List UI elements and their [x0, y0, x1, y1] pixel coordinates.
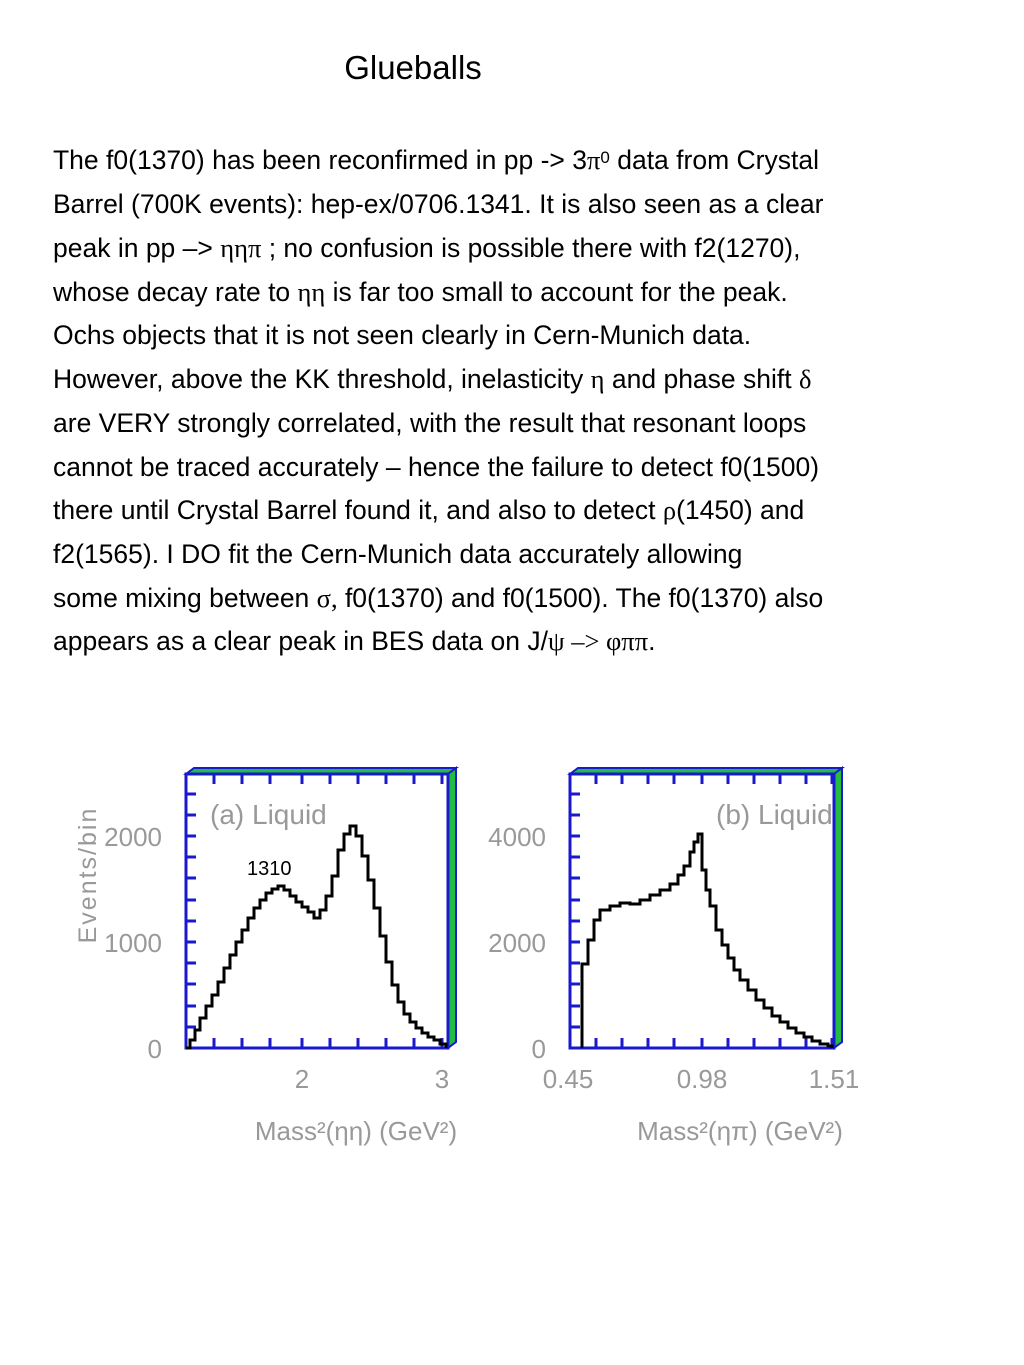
text-run: are VERY strongly correlated, with the result that resonant loops	[53, 408, 807, 438]
text-line-5	[53, 319, 751, 351]
text-run: cannot be traced accurately – hence the failure to detect f0(1500)	[53, 452, 820, 482]
panel-a-ytick-1000: 1000	[104, 928, 162, 958]
greek-run: π	[587, 145, 601, 175]
panel-b-ytick-0: 0	[531, 1034, 546, 1064]
text-run: and phase shift	[604, 364, 799, 394]
text-run: The f0(1370) has been reconfirmed in pp -> 3	[53, 145, 587, 175]
greek-run: δ	[798, 364, 812, 394]
panel-a-annotation: 1310	[247, 858, 292, 880]
text-run: is far too small to account for the peak.	[325, 277, 788, 307]
panel-b-curve	[582, 834, 832, 1048]
text-line-12	[53, 625, 655, 657]
text-run: (1450) and	[676, 495, 805, 525]
y-axis-label: Events/bin	[74, 806, 102, 944]
text-run: appears as a clear peak in BES data on J/	[53, 626, 548, 656]
text-line-10	[53, 538, 742, 570]
text-line-3	[53, 232, 800, 264]
text-run: Barrel (700K events): hep-ex/0706.1341. It is also seen as a clear	[53, 189, 824, 219]
panel-b	[488, 768, 859, 1146]
text-run: However, above the KK threshold, inelasticity	[53, 364, 591, 394]
panel-b-ytick-4000: 4000	[488, 822, 546, 852]
text-line-4	[53, 276, 788, 308]
text-line-6	[53, 363, 811, 395]
text-run: peak in pp –>	[53, 233, 221, 263]
greek-run: ρ	[662, 495, 677, 525]
text-run: data from Crystal	[609, 145, 819, 175]
greek-run: ηη	[297, 277, 326, 307]
text-run: Ochs objects that it is not seen clearly in Cern-Munich data.	[53, 320, 752, 350]
text-line-1	[53, 144, 819, 176]
text-run: ; no confusion is possible there with f2(1270),	[261, 233, 801, 263]
panel-b-xtick-045: 0.45	[542, 1064, 594, 1094]
panel-b-xtick-151: 1.51	[808, 1064, 860, 1094]
text-line-7	[53, 407, 806, 439]
text-line-9	[53, 494, 804, 526]
text-run: f0(1370) and f0(1500). The f0(1370) also	[337, 583, 824, 613]
text-line-8	[53, 451, 819, 483]
greek-run: σ,	[316, 583, 338, 613]
text-line-2	[53, 188, 823, 220]
text-run: .	[648, 626, 656, 656]
panel-a-xtick-2: 2	[294, 1064, 310, 1094]
superscript: 0	[600, 148, 610, 167]
panel-b-xtick-098: 0.98	[676, 1064, 728, 1094]
panel-a-x-axis-label: Mass²(ηη) (GeV²)	[254, 1116, 458, 1146]
text-run: some mixing between	[53, 583, 317, 613]
panel-b-x-axis-label: Mass²(ηπ) (GeV²)	[637, 1116, 843, 1146]
panel-a-label: (a) Liquid	[210, 799, 327, 830]
greek-run: ψ –> φππ	[547, 626, 649, 656]
text-run: there until Crystal Barrel found it, and also to detect	[53, 495, 663, 525]
panel-a-xtick-3: 3	[434, 1064, 450, 1094]
panel-a-curve	[186, 826, 446, 1048]
panel-a-ytick-2000: 2000	[104, 822, 162, 852]
text-run: whose decay rate to	[53, 277, 298, 307]
panel-a-ytick-0: 0	[147, 1034, 162, 1064]
text-line-11	[53, 582, 823, 614]
panel-b-ytick-2000: 2000	[488, 928, 546, 958]
greek-run: η	[590, 364, 605, 394]
page-title: Glueballs	[344, 49, 482, 86]
panel-b-label: (b) Liquid	[716, 799, 833, 830]
dalitz-projection-figure	[0, 740, 1024, 1180]
panel-a	[104, 768, 457, 1146]
text-run: f2(1565). I DO fit the Cern-Munich data accurately allowing	[53, 539, 743, 569]
greek-run: ηηπ	[220, 233, 262, 263]
